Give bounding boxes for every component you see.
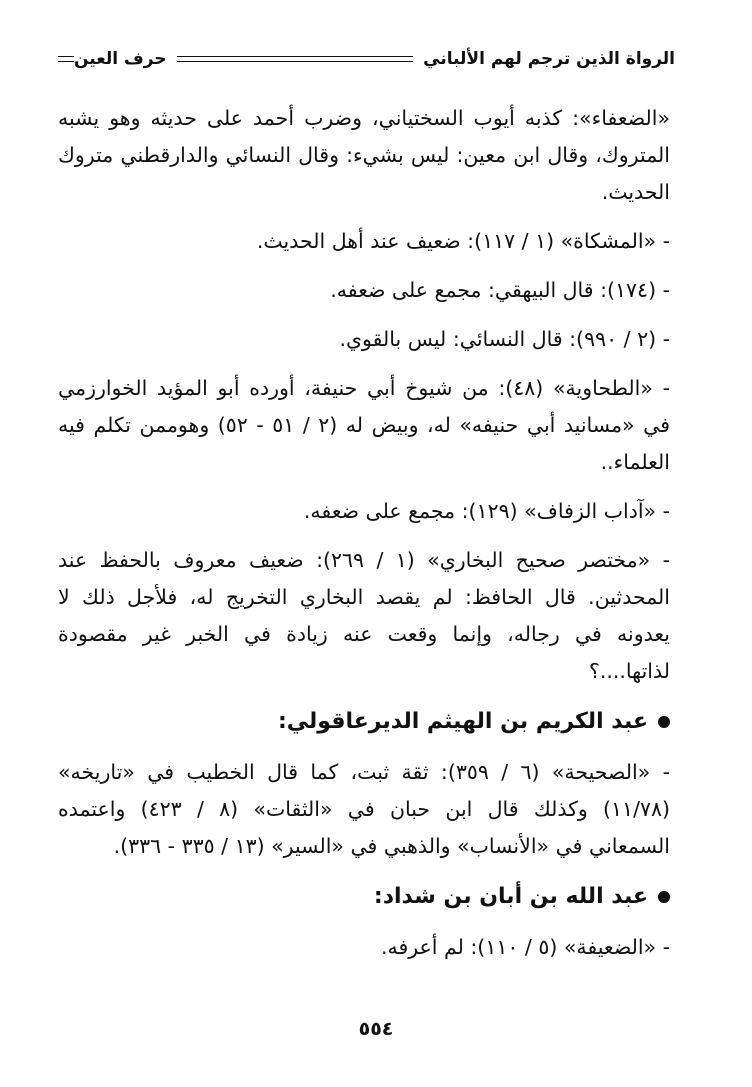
- entry-heading: [58, 877, 670, 917]
- page-body: [58, 100, 670, 978]
- running-header: [50, 42, 675, 76]
- paragraph: - (٢ / ٩٩٠): قال النسائي: ليس بالقوي.: [339, 327, 670, 351]
- header-rule: [177, 56, 414, 62]
- paragraph: «الضعفاء»: كذبه أيوب السختياني، وضرب أحمد على حديثه وهو يشبه المتروك، وقال ابن معين: ليس بشيء: وقال النسائي والدارقطني متروك الحديث.: [58, 106, 670, 204]
- entry-heading-text: عبد الله بن أبان بن شداد:: [373, 884, 648, 909]
- paragraph: - «مختصر صحيح البخاري» (١ / ٢٦٩): ضعيف معروف بالحفظ عند المحدثين. قال الحافظ: لم يقصد البخاري التخريج له، فلأجل ذلك لا يعدونه في رجاله، وإنما وقعت عنه زيادة في الخبر غير مقصودة لذاتها....؟: [58, 548, 670, 683]
- bullet-icon: [658, 891, 670, 903]
- paragraph: - «المشكاة» (١ / ١١٧): ضعيف عند أهل الحديث.: [256, 229, 670, 253]
- section-title: حرف العين: [74, 49, 167, 69]
- page-number: ٥٥٤: [358, 1018, 394, 1040]
- book-title: الرواة الذين ترجم لهم الألباني: [423, 49, 675, 69]
- paragraph: - (١٧٤): قال البيهقي: مجمع على ضعفه.: [330, 278, 670, 302]
- paragraph: - «الضعيفة» (٥ / ١١٠): لم أعرفه.: [380, 935, 670, 959]
- paragraph: - «الصحيحة» (٦ / ٣٥٩): ثقة ثبت، كما قال الخطيب في «تاريخه» (١١/٧٨) وكذلك قال ابن حبان في «الثقات» (٨ / ٤٢٣) واعتمده السمعاني في «الأنساب» والذهبي في «السير» (١٣ / ٣٣٥ - ٣٣٦).: [58, 760, 670, 858]
- bullet-icon: [658, 716, 670, 728]
- entry-heading: [58, 702, 670, 742]
- paragraph: - «آداب الزفاف» (١٢٩): مجمع على ضعفه.: [303, 499, 670, 523]
- header-rule-short: [58, 56, 74, 62]
- paragraph: - «الطحاوية» (٤٨): من شيوخ أبي حنيفة، أورده أبو المؤيد الخوارزمي في «مسانيد أبي حنيفه» له، وبيض له (٢ / ٥١ - ٥٢) وهوممن تكلم فيه العلماء..: [58, 376, 671, 474]
- entry-heading-text: عبد الكريم بن الهيثم الديرعاقولي:: [277, 709, 648, 734]
